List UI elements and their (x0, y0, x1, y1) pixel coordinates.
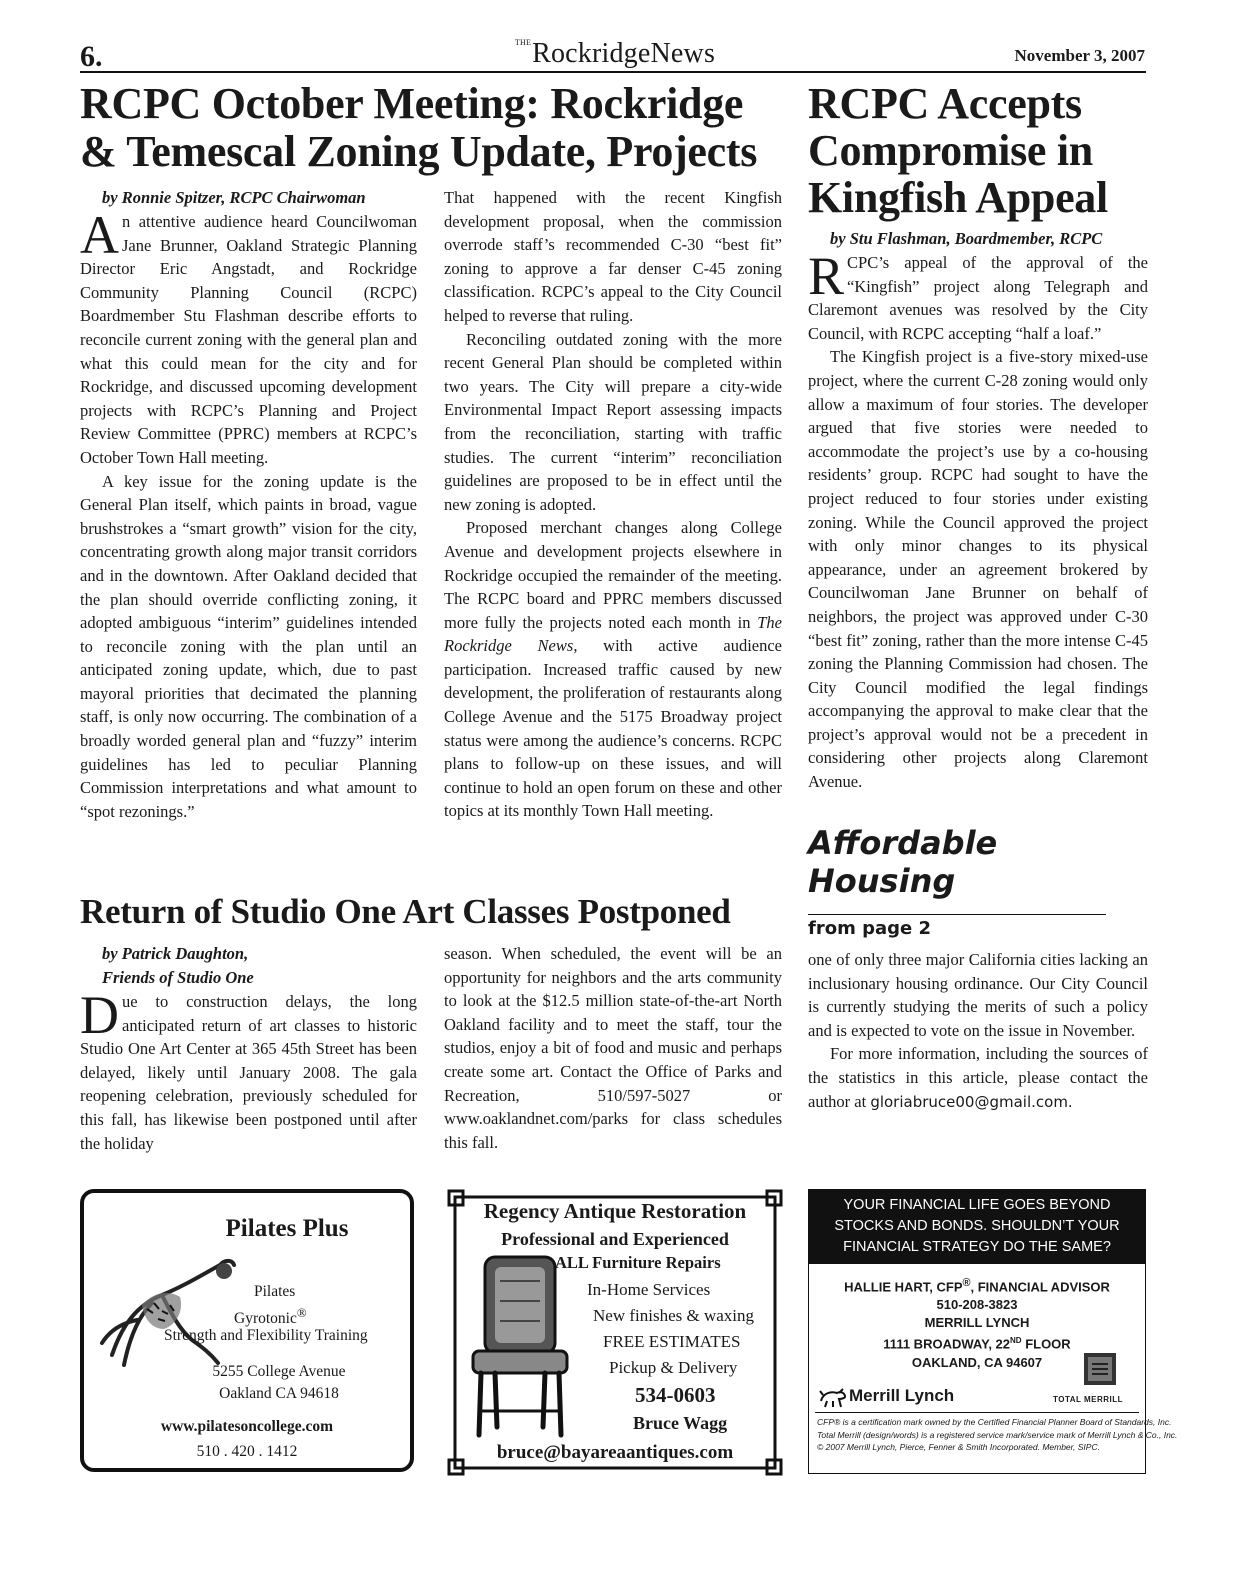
ml-phone: 510-208-3823 (936, 1297, 1018, 1313)
ml-logo-text: Merrill Lynch (849, 1386, 955, 1405)
article4-byline: by Patrick Daughton, (102, 944, 249, 963)
ml-fine-print: CFP® is a certification mark owned by the Certified Financial Planner Board of Standards, Inc. (817, 1417, 1172, 1427)
article3-rule (808, 914, 1106, 915)
article2-byline: by Stu Flashman, Boardmember, RCPC (830, 229, 1103, 248)
pilates-website: www.pilatesoncollege.com (160, 1418, 334, 1435)
article3-jump-label: from page 2 (808, 918, 932, 939)
ml-banner-line: YOUR FINANCIAL LIFE GOES BEYOND (843, 1197, 1111, 1213)
issue-date: November 3, 2007 (1014, 46, 1145, 65)
pilates-address: 5255 College Avenue (212, 1363, 346, 1380)
article2-text: CPC’s appeal of the approval of the “Kingfish” project along Telegraph and Claremont avenues was resolved by the City Council, with RCPC accepting “half a loaf.” (808, 253, 1148, 343)
ml-firm: MERRILL LYNCH (924, 1315, 1030, 1331)
total-merrill-label: TOTAL MERRILL (1053, 1395, 1124, 1404)
article4-byline: Friends of Studio One (102, 968, 254, 987)
article3-column (808, 948, 1148, 1114)
ml-ordinal: ND (1010, 1336, 1022, 1346)
regency-service: Pickup & Delivery (609, 1358, 738, 1377)
ml-banner-line: FINANCIAL STRATEGY DO THE SAME? (843, 1239, 1111, 1255)
article1-title: RCPC October Meeting: Rockridge & Temescal Zoning Update, Projects (80, 79, 758, 176)
article2-dropcap: R (808, 246, 845, 306)
ml-city: OAKLAND, CA 94607 (911, 1354, 1043, 1370)
article2-title: RCPC Accepts Compromise in Kingfish Appeal (808, 79, 1108, 222)
pilates-ad (80, 1189, 414, 1472)
pilates-title: Pilates Plus (225, 1215, 349, 1242)
article1-paragraph: A key issue for the zoning update is the General Plan itself, which paints in broad, vague brushstrokes a “smart growth” vision for the city, concentrating growth along major transit corridors and in the downtown. After Oakland decided that the plan should override conflicting zoning, it adopted ambiguous “interim” guidelines intended to reconcile zoning with the plan until an anticipated zoning update, which, due to past mayoral priorities that decimated the planning staff, is only now occurring. The combination of a broadly worded general plan and “fuzzy” interim guidelines has led to peculiar Planning Commission interpretations and what amount to “spot rezonings.” (80, 471, 417, 821)
article1-column-1 (80, 186, 417, 823)
regency-subtitle: Professional and Experienced (501, 1229, 729, 1249)
registered-mark: ® (962, 1277, 971, 1289)
gyrotonic-label: Gyrotonic (234, 1310, 297, 1328)
regency-phone: 534-0603 (635, 1383, 716, 1407)
merrill-lynch-ad (808, 1189, 1178, 1474)
article1-text: , with active audience participation. Increased traffic caused by new development, the proliferation of restaurants along College Avenue and the 5175 Broadway project status were among the audience’s concerns. RCPC plans to follow-up on these issues, and will continue to hold an open forum on these and other topics at its monthly Town Hall meeting. (444, 636, 783, 821)
ml-street: 1111 BROADWAY, 22 (883, 1336, 1011, 1352)
article2-paragraph (808, 246, 1148, 345)
article2-paragraph: The Kingfish project is a five-story mixed-use project, where the current C-28 zoning would only allow a maximum of four stories. The developer argued that five stories were needed to accommodate the project’s use by a co-housing residents’ group. RCPC had sought to have the project reduced to four stories under existing zoning. While the Council approved the project with only minor changes to its physical appearance, under an agreement brokered by Councilwoman Jane Brunner on behalf of neighbors, the project was approved under C-30 “best fit” zoning, rather than the more intense C-45 zoning the Planning Commission had chosen. The City Council modified the legal findings accompanying the approval to make clear that the project’s approval would not be a precedent in considering other projects along Claremont Avenue. (808, 347, 1148, 792)
article1-paragraph: Reconciling outdated zoning with the more recent General Plan should be completed within two years. The City will prepare a city-wide Environmental Impact Report assessing impacts from the reconciliation, starting with traffic studies. The current “interim” reconciliation guidelines are proposed to be in effect until the new zoning is adopted. (444, 329, 782, 514)
pilates-city: Oakland CA 94618 (219, 1385, 339, 1402)
article4-text: ue to construction delays, the long anticipated return of art classes to historic Studio One Art Center at 365 45th Street has been delayed, likely until January 2008. The gala reopening celebration, previously scheduled for this fall, has likewise been postponed until after the holiday (80, 992, 417, 1153)
article1-text: Proposed merchant changes along College Avenue and development projects elsewhere in Rockridge occupied the remainder of the meeting. The RCPC board and PPRC members discussed more fully the projects noted each month in (444, 518, 782, 632)
author-email: gloriabruce00@gmail.com. (870, 1092, 1073, 1111)
regency-service: New finishes & waxing (593, 1306, 755, 1325)
article2-column (808, 227, 1148, 794)
article4-column-2 (444, 942, 782, 1154)
article1-column-2 (444, 186, 782, 823)
masthead-title: RockridgeNews (532, 38, 716, 69)
article1-paragraph: That happened with the recent Kingfish development proposal, when the commission overrode staff’s recommended C-30 “best fit” zoning to approve a far denser C-45 zoning classification. RCPC’s appeal to the City Council helped to reverse that ruling. (444, 188, 782, 325)
ml-fine-print: © 2007 Merrill Lynch, Pierce, Fenner & Smith Incorporated. Member, SIPC. (817, 1442, 1100, 1452)
article1-paragraph (444, 516, 782, 823)
article1-text: n attentive audience heard Councilwoman Jane Brunner, Oakland Strategic Planning Director Eric Angstadt, and Rockridge Community Planning Council (RCPC) Boardmember Stu Flashman describe efforts to reconcile current zoning with the general plan and what this could mean for the city and for Rockridge, and discussed upcoming development projects with RCPC’s Planning and Project Review Committee (PPRC) members at RCPC’s October Town Hall meeting. (80, 212, 417, 467)
article4-title: Return of Studio One Art Classes Postponed (80, 892, 731, 931)
regency-email: bruce@bayareaantiques.com (496, 1442, 734, 1463)
masthead-the: THE (514, 38, 532, 47)
article3-paragraph: one of only three major California cities lacking an inclusionary housing ordinance. Our City Council is currently studying the merits of such a policy and is expected to vote on the issue in November. (808, 950, 1148, 1040)
ml-disclaimer (817, 1416, 1178, 1454)
registered-mark: ® (296, 1305, 307, 1320)
regency-service: FREE ESTIMATES (603, 1332, 741, 1351)
ml-advisor (809, 1274, 1145, 1296)
article4-column-1 (80, 942, 417, 1155)
publication-name: The Rockridge News (444, 612, 782, 656)
ml-advisor-name: HALLIE HART, CFP (844, 1279, 963, 1295)
ml-banner (809, 1190, 1145, 1264)
pilates-service: Pilates (254, 1283, 296, 1300)
article3-paragraph (808, 1042, 1148, 1114)
antique-chair-icon (465, 1251, 575, 1441)
article1-dropcap: A (80, 205, 119, 265)
ml-fine-print: Total Merrill (design/words) is a registered service mark/service mark of Merrill Lynch & Co., Inc. (817, 1429, 1178, 1440)
regency-ad (447, 1189, 783, 1476)
bull-logo-icon (819, 1387, 847, 1409)
article3-text: For more information, including the sources of the statistics in this article, please contact the author at (808, 1044, 1148, 1111)
regency-owner: Bruce Wagg (633, 1413, 728, 1433)
pilates-phone: 510 . 420 . 1412 (196, 1443, 298, 1460)
article1-paragraph (80, 205, 417, 470)
masthead (400, 38, 830, 70)
header-rule (80, 71, 1146, 73)
total-merrill-logo-icon (1083, 1352, 1117, 1386)
page-number: 6. (80, 40, 103, 73)
article4-paragraph: season. When scheduled, the event will be an opportunity for neighbors and the arts community to look at the $12.5 million state-of-the-art North Oakland facility and to meet the staff, tour the studios, enjoy a bit of food and music and perhaps create some art. Contact the Office of Parks and Recreation, 510/597-5027 or www.oaklandnet.com/parks for class schedules this fall. (444, 944, 782, 1152)
pilates-service: Strength and Flexibility Training (164, 1327, 368, 1344)
article1-byline: by Ronnie Spitzer, RCPC Chairwoman (102, 188, 366, 207)
ml-banner-line: STOCKS AND BONDS. SHOULDN’T YOUR (834, 1218, 1120, 1234)
ml-divider (815, 1412, 1139, 1413)
ml-advisor-title: , FINANCIAL ADVISOR (970, 1279, 1110, 1295)
article3-title: Affordable Housing (808, 824, 998, 900)
article4-paragraph (80, 985, 417, 1155)
pilates-service (234, 1305, 307, 1328)
article4-dropcap: D (80, 985, 119, 1045)
ml-floor: FLOOR (1021, 1336, 1071, 1352)
regency-service: ALL Furniture Repairs (555, 1253, 721, 1272)
ml-address (809, 1332, 1145, 1353)
regency-title: Regency Antique Restoration (483, 1199, 747, 1223)
regency-service: In-Home Services (587, 1280, 711, 1299)
